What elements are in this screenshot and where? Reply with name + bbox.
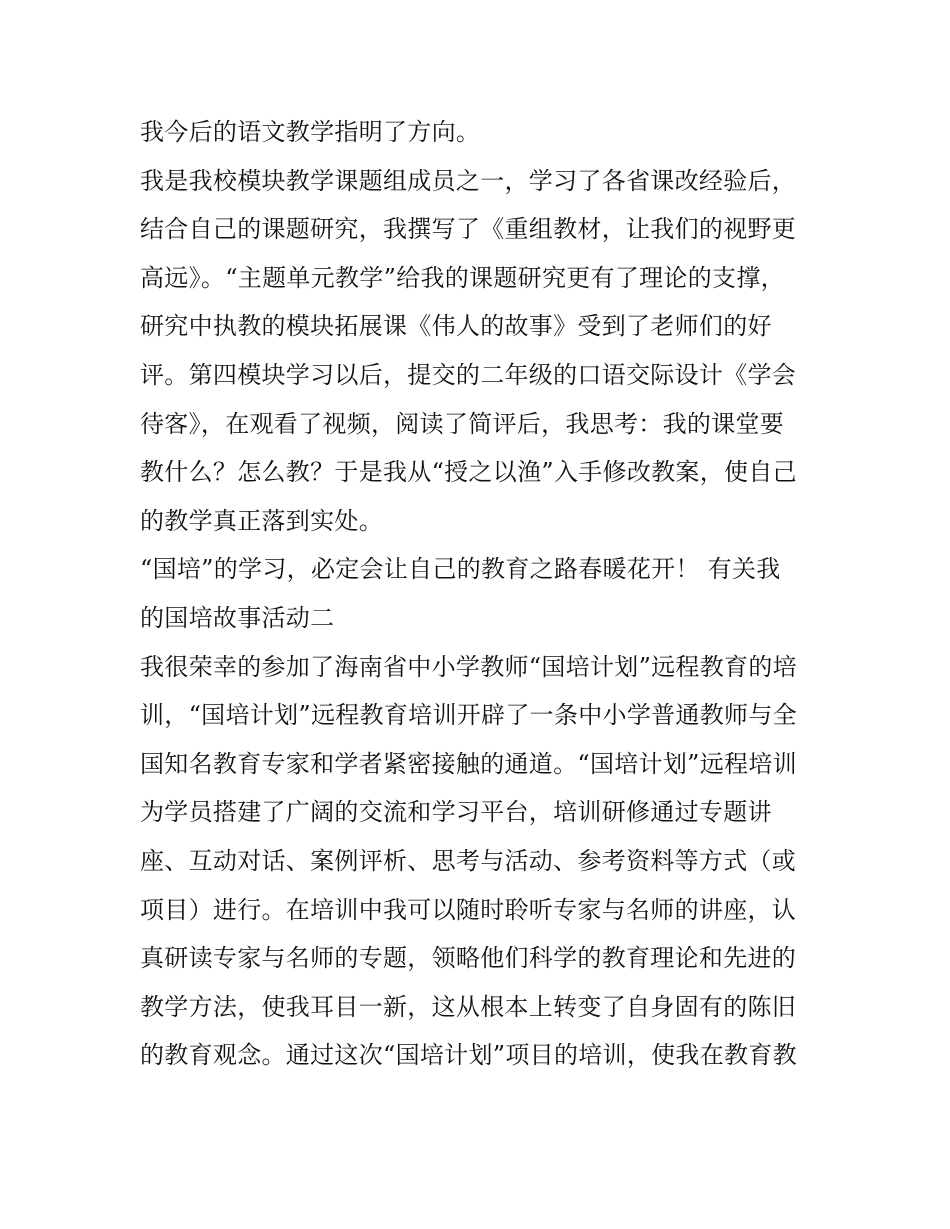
text-line: 高远》。“主题单元教学”给我的课题研究更有了理论的支撑，	[140, 263, 785, 292]
text-line: 教什么？怎么教？于是我从“授之以渔”入手修改教案，使自己	[140, 458, 797, 487]
text-line: 结合自己的课题研究，我撰写了《重组教材，让我们的视野更	[140, 215, 797, 244]
text-line: 我是我校模块教学课题组成员之一，学习了各省课改经验后，	[140, 166, 797, 195]
body-text	[140, 108, 820, 1080]
text-line: 国知名教育专家和学者紧密接触的通道。“国培计划”远程培训	[140, 749, 797, 778]
text-line: 研究中执教的模块拓展课《伟人的故事》受到了老师们的好	[140, 312, 772, 341]
text-line: 训，“国培计划”远程教育培训开辟了一条中小学普通教师与全	[140, 701, 797, 730]
text-line: 待客》，在观看了视频，阅读了简评后，我思考：我的课堂要	[140, 409, 785, 438]
text-line: 项目）进行。在培训中我可以随时聆听专家与名师的讲座，认	[140, 895, 797, 924]
text-line: 座、互动对话、案例评析、思考与活动、参考资料等方式（或	[140, 846, 797, 875]
text-line: 的国培故事活动二	[140, 603, 335, 632]
text-line: “国培”的学习，必定会让自己的教育之路春暖花开！ 有关我	[140, 555, 781, 584]
text-line: 为学员搭建了广阔的交流和学习平台，培训研修通过专题讲	[140, 798, 772, 827]
text-line: 评。第四模块学习以后，提交的二年级的口语交际设计《学会	[140, 360, 797, 389]
text-line: 的教育观念。通过这次“国培计划”项目的培训，使我在教育教	[140, 1041, 797, 1070]
text-line: 我今后的语文教学指明了方向。	[140, 118, 481, 146]
text-line: 真研读专家与名师的专题，领略他们科学的教育理论和先进的	[140, 944, 797, 973]
text-line: 我很荣幸的参加了海南省中小学教师“国培计划”远程教育的培	[140, 652, 797, 681]
text-line: 教学方法，使我耳目一新，这从根本上转变了自身固有的陈旧	[140, 992, 797, 1021]
text-line: 的教学真正落到实处。	[140, 506, 383, 535]
